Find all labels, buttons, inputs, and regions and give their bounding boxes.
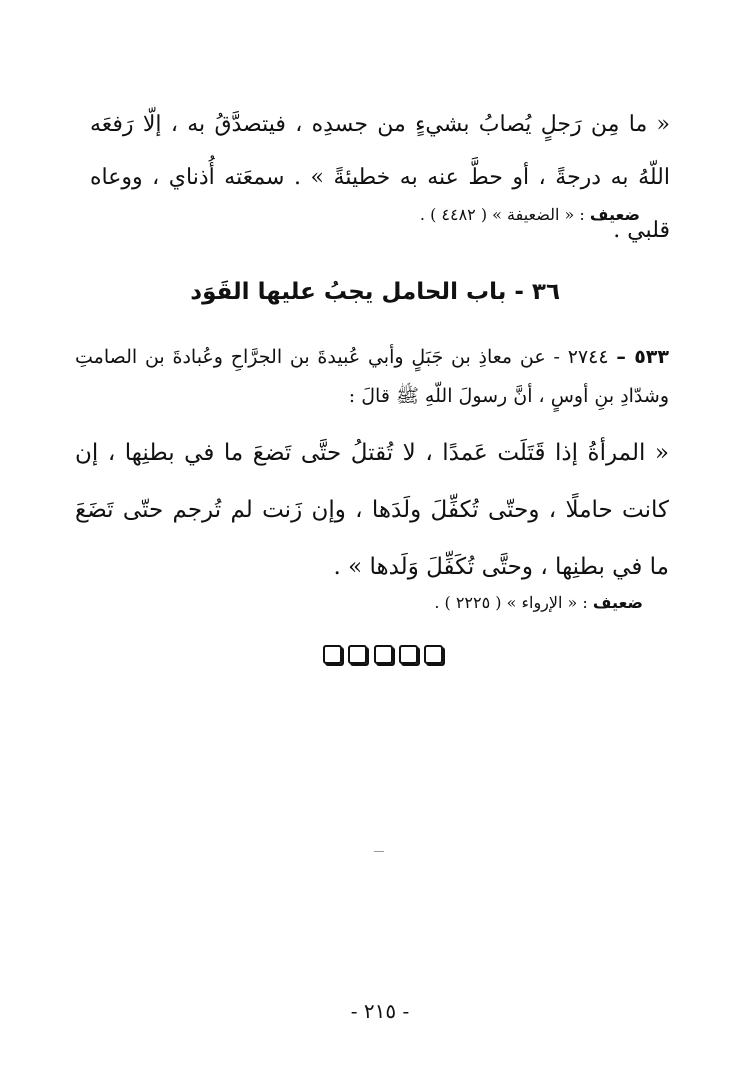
grade-reference: : « الضعيفة » ( ٤٤٨٢ ) . <box>419 205 585 224</box>
square-ornament-icon <box>348 645 367 664</box>
faint-rule <box>374 851 384 852</box>
hadith-532-grading <box>380 200 640 230</box>
hadith-text: « ما مِن رَجلٍ يُصابُ بشيءٍ من جسدِه ، فيتصدَّقُ به ، إلّا رَفعَه اللّهُ به درجةً ، أو حطَّ عنه به خطيئةً » . سمعَته أُذناي ، ووعاه قلبي . <box>90 112 670 243</box>
hadith-number: ٥٣٣ – <box>616 346 669 368</box>
square-ornament-icon <box>323 645 342 664</box>
hadith-533-grading <box>380 588 643 618</box>
chapter-heading: ٣٦ - باب الحامل يجبُ عليها القَوَد <box>190 279 560 305</box>
isnad-text: ٢٧٤٤ - عن معاذِ بن جَبَلٍ وأبي عُبيدةَ بن الجرَّاحِ وعُبادةَ بن الصامتِ وشدّادِ بنِ أوسٍ ، أنَّ رسولَ اللّهِ ﷺ قالَ : <box>75 346 669 407</box>
hadith-533-matn: « المرأةُ إذا قَتَلَت عَمدًا ، لا تُقتلُ حتَّى تَضعَ ما في بطنِها ، إن كانت حاملًا ، وحتّى تُكفِّلَ ولَدَها ، وإن زَنت لم تُرجم حتّى تَضَعَ ما في بطنِها ، وحتَّى تُكَفِّلَ وَلَدها » . <box>75 440 669 580</box>
grade-reference: : « الإرواء » ( ٢٢٢٥ ) . <box>434 593 588 612</box>
page-number: - ٢١٥ - <box>350 999 410 1023</box>
section-divider-ornament <box>323 645 443 669</box>
hadith-533-isnad <box>75 338 669 416</box>
hadith-532-text <box>90 98 670 257</box>
grade-label: ضعيف <box>592 593 643 612</box>
square-ornament-icon <box>374 645 393 664</box>
grade-label: ضعيف <box>589 205 640 224</box>
square-ornament-icon <box>399 645 418 664</box>
square-ornament-icon <box>424 645 443 664</box>
